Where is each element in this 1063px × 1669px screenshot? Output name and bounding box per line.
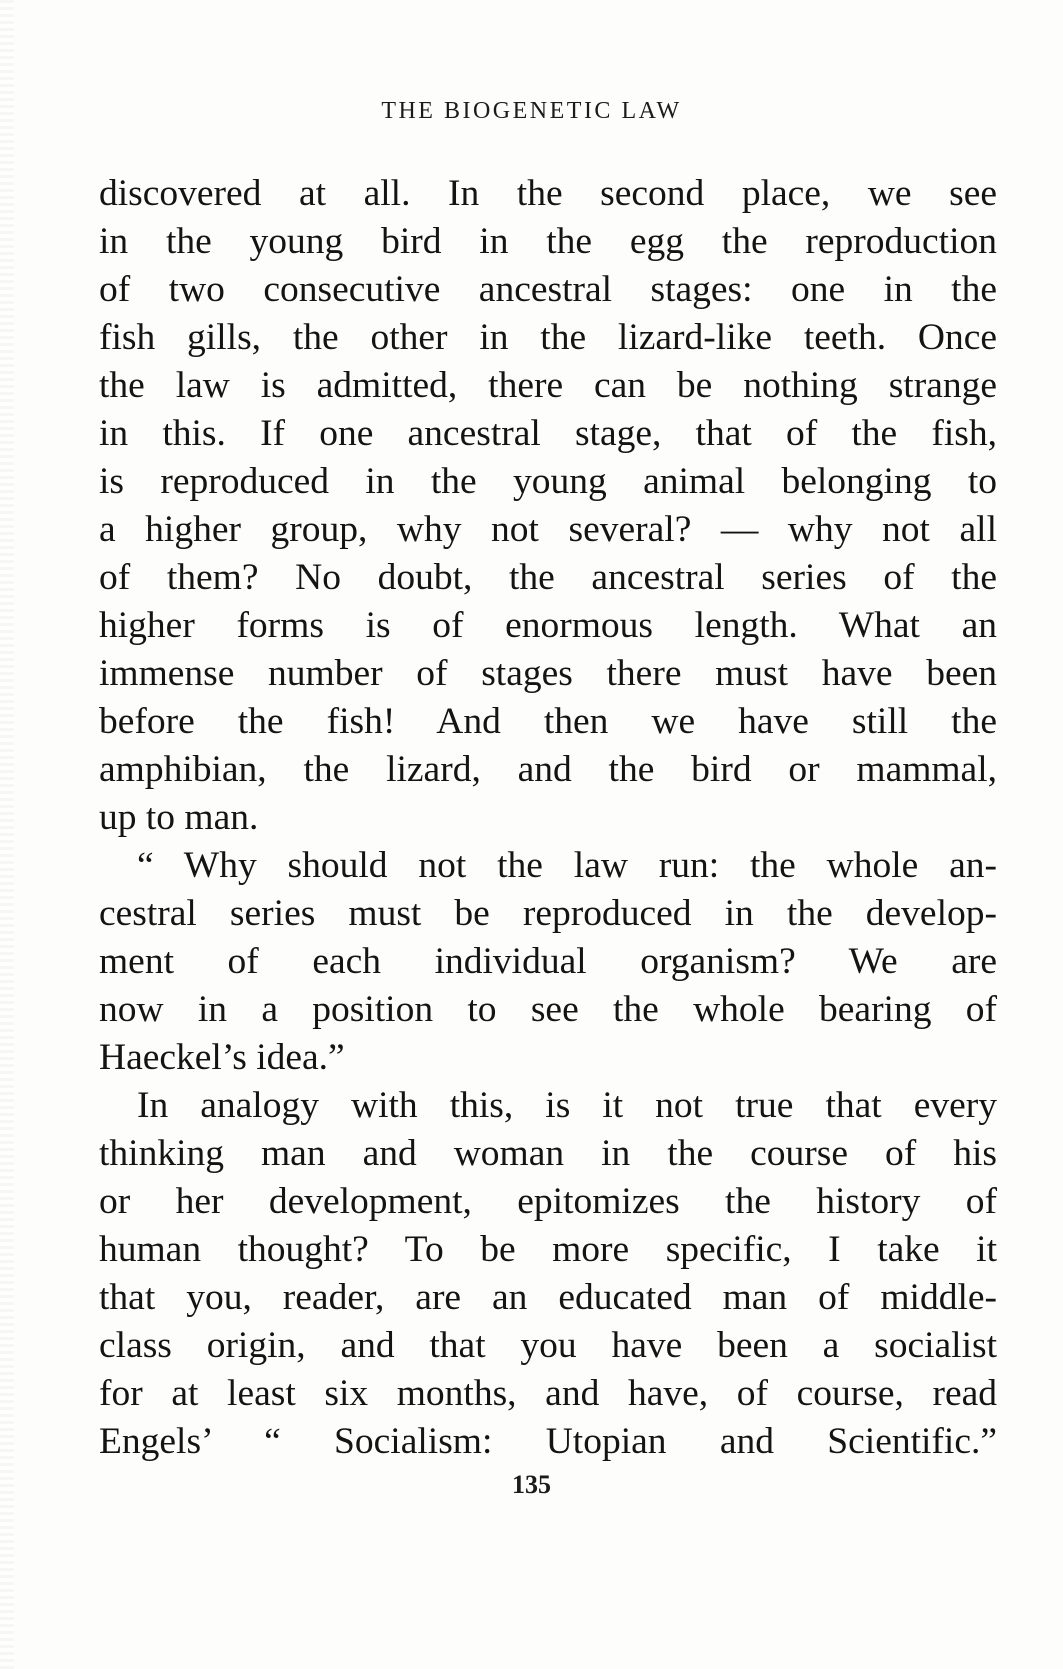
text-line: thinking man and woman in the course of his [99, 1133, 997, 1174]
running-head: THE BIOGENETIC LAW [381, 98, 682, 124]
text-line: fish gills, the other in the lizard-like teeth. Once [99, 317, 997, 358]
text-line: in this. If one ancestral stage, that of the fish, [99, 413, 997, 454]
text-line: immense number of stages there must have been [99, 653, 997, 694]
text-line: for at least six months, and have, of course, read [99, 1373, 997, 1414]
text-line: of two consecutive ancestral stages: one in the [99, 269, 997, 310]
text-line: now in a position to see the whole bearing of [99, 989, 997, 1030]
text-line: or her development, epitomizes the history of [99, 1181, 997, 1222]
text-line: cestral series must be reproduced in the develop- [99, 893, 997, 934]
text-line: of them? No doubt, the ancestral series of the [99, 557, 997, 598]
text-line: Haeckel’s idea.” [99, 1037, 345, 1078]
page-number: 135 [512, 1470, 551, 1499]
text-line: higher forms is of enormous length. What an [99, 605, 997, 646]
text-line: amphibian, the lizard, and the bird or mammal, [99, 749, 997, 790]
text-line: the law is admitted, there can be nothing strange [99, 365, 997, 406]
text-line: In analogy with this, is it not true that every [137, 1085, 997, 1126]
text-line: class origin, and that you have been a socialist [99, 1325, 997, 1366]
text-line: is reproduced in the young animal belonging to [99, 461, 997, 502]
text-line: Engels’ “ Socialism: Utopian and Scientific.” [99, 1421, 997, 1462]
text-line: that you, reader, are an educated man of middle- [99, 1277, 997, 1318]
text-line: human thought? To be more specific, I take it [99, 1229, 997, 1270]
body-text [99, 170, 997, 1466]
text-line: a higher group, why not several? — why not all [99, 509, 997, 550]
text-line: “ Why should not the law run: the whole an- [137, 845, 997, 886]
text-line: before the fish! And then we have still the [99, 701, 997, 742]
text-line: in the young bird in the egg the reproduction [99, 221, 997, 262]
text-line: ment of each individual organism? We are [99, 941, 997, 982]
text-line: discovered at all. In the second place, we see [99, 173, 997, 214]
page-edge-shadow [0, 0, 14, 1669]
text-line: up to man. [99, 797, 259, 838]
